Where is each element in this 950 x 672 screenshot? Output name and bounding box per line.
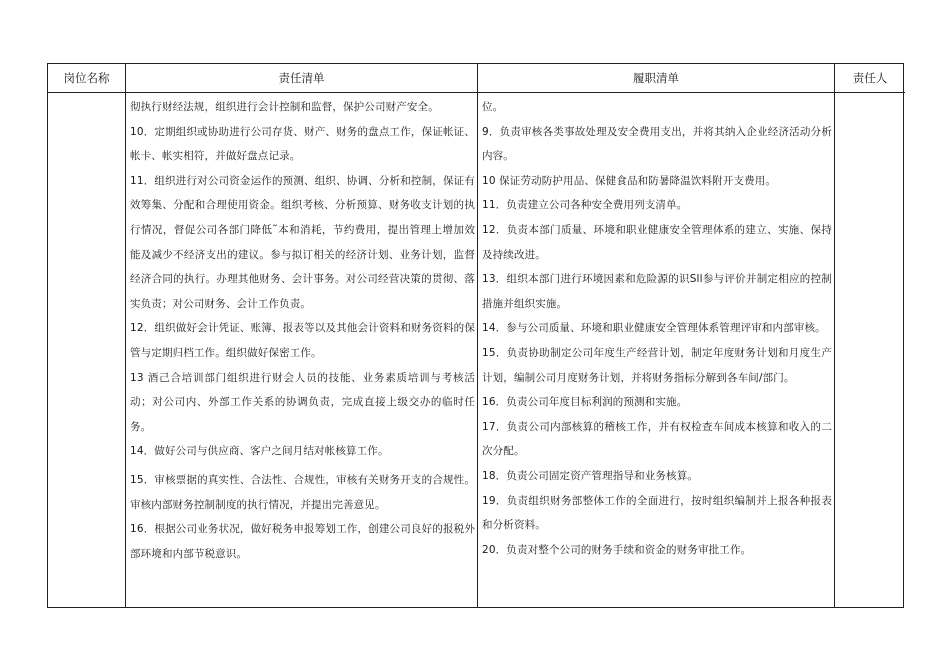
duty-item: 17．负责公司内部核算的稽核工作，并有权检查车间成本核算和收入的二次分配。	[482, 420, 832, 458]
duty-item: 14．参与公司质量、环境和职业健康安全管理体系管理评审和内部审核。	[482, 322, 826, 335]
responsibility-item: 彻执行财经法规，组织进行会计控制和监督，保护公司财产安全。	[130, 101, 439, 113]
column-position-name	[48, 64, 126, 607]
column-responsible-person	[835, 64, 905, 607]
duty-item: 11．负责建立公司各种安全费用列支清单。	[482, 199, 688, 212]
responsibility-item: 10．定期组织或协助进行公司存货、财产、财务的盘点工作，保证帐证、帐卡、帐实相符，并做好盘点记录。	[130, 125, 475, 163]
duty-item: 13．组织本部门进行环境因素和危险源的识Sll参与评价并制定相应的控制措施并组织实施。	[482, 273, 832, 310]
duty-item: 15．负责协助制定公司年度生产经营计划，制定年度财务计划和月度生产计划，编制公司月度财务计划，并将财务指标分解到各车间/部门。	[482, 346, 832, 384]
column-duty-list	[478, 64, 835, 607]
duty-item: 19．负责组织财务部整体工作的全面进行，按时组织编制并上报各种报表和分析资料。	[482, 494, 832, 532]
responsibility-item: 14．做好公司与供应商、客户之间月结对帐核算工作。	[130, 445, 389, 458]
header-responsible-person: 责任人	[835, 64, 905, 93]
column-responsibility-list	[126, 64, 478, 607]
duty-item: 9．负责审核各类事故处理及安全费用支出，并将其纳入企业经济活动分析内容。	[482, 125, 832, 163]
duty-item: 18．负责公司固定资产管理指导和业务核算。	[482, 469, 699, 482]
duty-item: 16．负责公司年度目标利润的预测和实施。	[482, 396, 688, 409]
header-position-name: 岗位名称	[48, 64, 125, 93]
header-duty-list: 履职清单	[478, 64, 834, 93]
duty-item: 12．负责本部门质量、环境和职业健康安全管理体系的建立、实施、保持及持续改进。	[482, 223, 832, 261]
duty-item: 10 保证劳动防护用品、保健食品和防暑降温饮料附开支费用。	[482, 174, 777, 187]
responsibility-item: 11．组织进行对公司资金运作的预测、组织、协调、分析和控制，保证有效筹集、分配和合理使用资金。组织考核、分析预算、财务收支计划的执行情况，督促公司各部门降低˜本和消耗，节约费用，提出管理上增加效能及减少不经济支出的建议。参与拟订相关的经济计划、业务计划，监督经济合同的执行。办理其他财务、会计事务。对公司经营决策的贯彻、落实负责；对公司财务、会计工作负责。	[130, 174, 475, 310]
responsibility-item: 13 酒己合培训部门组织进行财会人员的技能、业务素质培训与考核活动；对公司内、外部工作关系的协调负责，完成直接上级交办的临时任务。	[130, 371, 475, 433]
responsibility-list-body	[126, 95, 477, 566]
responsibility-item: 15．审核票据的真实性、合法性、合规性，审核有关财务开支的合规性。审核内部财务控制制度的执行情况，并提出完善意见。	[130, 473, 475, 511]
header-responsibility-list: 责任清单	[126, 64, 477, 93]
responsibility-item: 12．组织做好会计凭证、账簿、报表等以及其他会计资料和财务资料的保管与定期归档工作。组织做好保密工作。	[130, 322, 475, 359]
duty-list-body	[478, 95, 834, 562]
duty-item: 位。	[482, 101, 504, 113]
responsibility-table	[47, 63, 904, 608]
duty-item: 20．负责对整个公司的财务手续和资金的财务审批工作。	[482, 543, 752, 556]
responsibility-item: 16．根据公司业务状况，做好税务申报筹划工作，创建公司良好的报税外部环境和内部节税意识。	[130, 523, 475, 560]
